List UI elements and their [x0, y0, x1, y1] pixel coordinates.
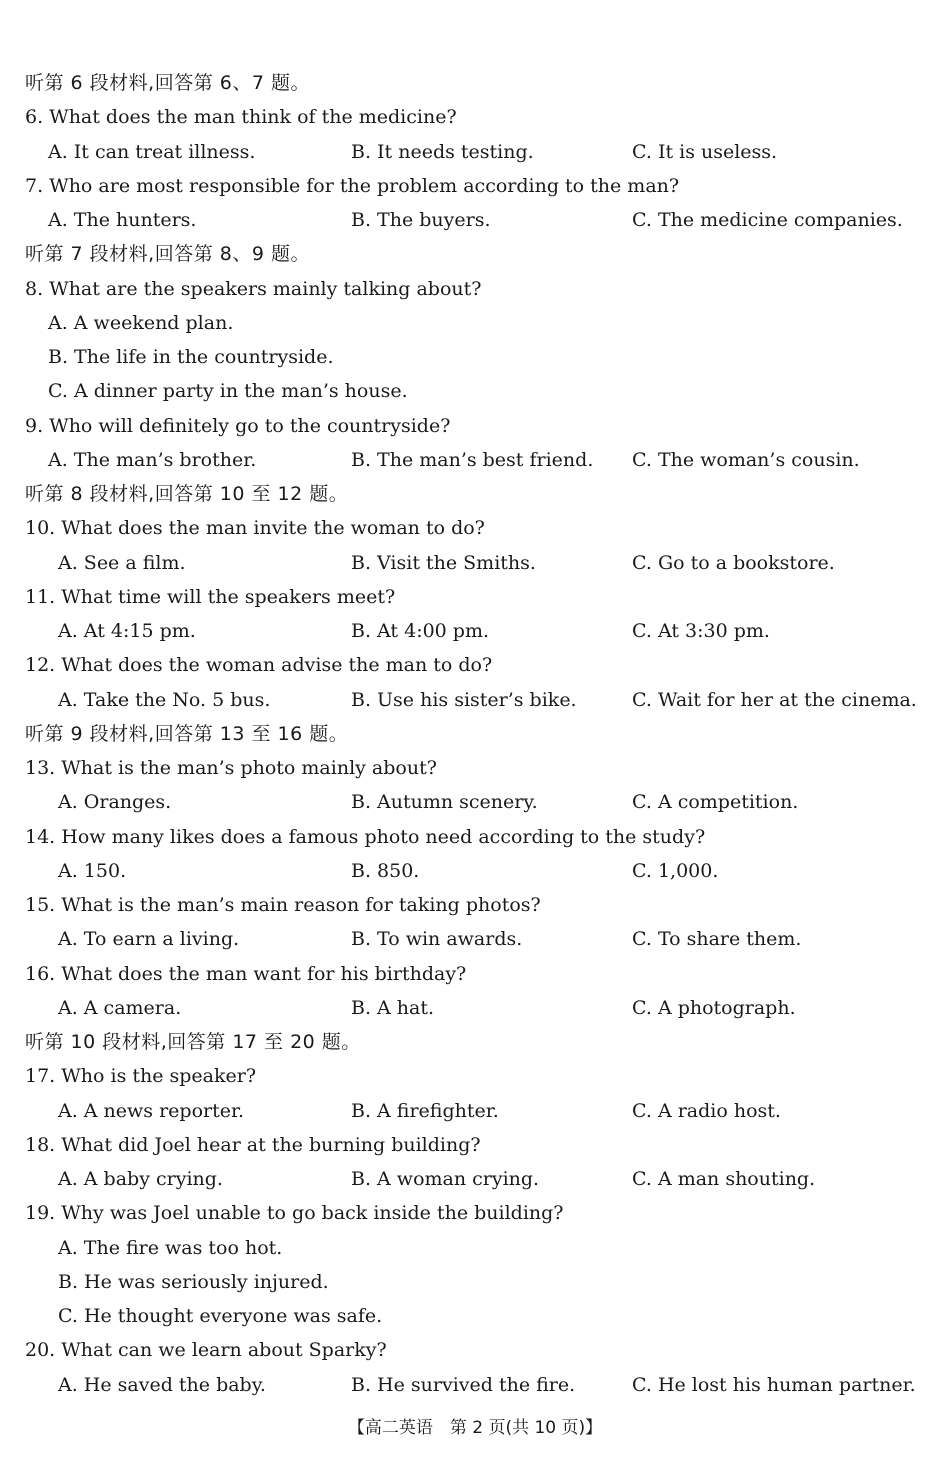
answer-option-c: C. The medicine companies. [632, 209, 903, 231]
answer-option: C. He thought everyone was safe. [58, 1305, 383, 1327]
answer-option-a: A. A camera. [58, 996, 182, 1019]
answer-option: A. The fire was too hot. [58, 1236, 283, 1259]
answer-option-b: B. Autumn scenery. [351, 791, 538, 814]
answer-options-row [25, 785, 930, 819]
question-stem: 19. Why was Joel unable to go back inside the building? [25, 1202, 564, 1225]
section-heading: 听第 7 段材料,回答第 8、9 题。 [25, 243, 310, 266]
answer-options-row [25, 1368, 930, 1402]
answer-option-a: A. 150. [58, 859, 127, 882]
question-stem: 17. Who is the speaker? [25, 1065, 257, 1088]
answer-option-a: A. See a film. [58, 551, 186, 574]
answer-options-row [25, 135, 930, 169]
section-heading: 听第 10 段材料,回答第 17 至 20 题。 [25, 1031, 361, 1053]
answer-options-row [25, 443, 930, 477]
answer-option-b: B. He survived the fire. [351, 1373, 576, 1396]
answer-option-b: B. At 4:00 pm. [351, 620, 490, 642]
answer-option-a: A. At 4:15 pm. [58, 620, 196, 642]
answer-options-row [25, 922, 930, 956]
answer-option: B. The life in the countryside. [48, 346, 334, 368]
question-stem: 9. Who will definitely go to the countryside? [25, 414, 451, 437]
question-stem: 8. What are the speakers mainly talking about? [25, 277, 482, 300]
answer-option-b: B. The man’s best friend. [351, 448, 594, 471]
question-stem: 13. What is the man’s photo mainly about? [25, 757, 437, 779]
answer-option-b: B. Use his sister’s bike. [351, 688, 577, 711]
answer-option-b: B. Visit the Smiths. [351, 551, 536, 574]
answer-option-a: A. A news reporter. [58, 1099, 245, 1122]
answer-option-b: B. It needs testing. [351, 140, 534, 163]
question-stem: 12. What does the woman advise the man to do? [25, 654, 493, 677]
answer-option-c: C. At 3:30 pm. [632, 620, 770, 642]
answer-option-a: A. A baby crying. [58, 1168, 223, 1190]
question-stem: 11. What time will the speakers meet? [25, 585, 396, 608]
answer-option-a: A. The man’s brother. [48, 448, 257, 471]
answer-options-row [25, 1094, 930, 1128]
answer-option-c: C. The woman’s cousin. [632, 448, 860, 471]
answer-options-row [25, 683, 930, 717]
question-stem: 16. What does the man want for his birthday? [25, 962, 467, 985]
answer-option-b: B. 850. [351, 859, 420, 882]
answer-option-a: A. Take the No. 5 bus. [58, 688, 271, 711]
question-stem: 10. What does the man invite the woman to do? [25, 517, 485, 540]
answer-option-a: A. Oranges. [58, 791, 172, 814]
answer-option-c: C. To share them. [632, 928, 802, 951]
answer-option-a: A. To earn a living. [58, 928, 240, 951]
answer-option-a: A. He saved the baby. [58, 1373, 266, 1396]
answer-option-c: C. He lost his human partner. [632, 1373, 916, 1396]
question-stem: 18. What did Joel hear at the burning building? [25, 1133, 481, 1156]
answer-option-c: C. A man shouting. [632, 1168, 816, 1190]
answer-option-a: A. The hunters. [48, 209, 197, 231]
answer-options-row [25, 991, 930, 1025]
answer-option-c: C. Wait for her at the cinema. [632, 688, 917, 711]
answer-option-a: A. It can treat illness. [48, 140, 256, 163]
answer-option-c: C. It is useless. [632, 140, 778, 163]
answer-option-b: B. A woman crying. [351, 1168, 540, 1190]
answer-option-b: B. A firefighter. [351, 1099, 499, 1122]
answer-option-c: C. Go to a bookstore. [632, 551, 835, 574]
answer-option: C. A dinner party in the man’s house. [48, 380, 408, 403]
answer-option-c: C. 1,000. [632, 859, 719, 882]
answer-options-row [25, 203, 930, 237]
answer-option-c: C. A radio host. [632, 1099, 781, 1122]
question-stem: 15. What is the man’s main reason for taking photos? [25, 894, 541, 916]
answer-options-row [25, 614, 930, 648]
question-stem: 14. How many likes does a famous photo need according to the study? [25, 825, 706, 848]
answer-options-row [25, 1162, 930, 1196]
page-footer: 【高二英语 第 2 页(共 10 页)】 [347, 1418, 603, 1438]
answer-option-b: B. The buyers. [351, 209, 491, 231]
section-heading: 听第 8 段材料,回答第 10 至 12 题。 [25, 483, 349, 505]
section-heading: 听第 9 段材料,回答第 13 至 16 题。 [25, 722, 349, 745]
answer-option: B. He was seriously injured. [58, 1270, 329, 1293]
section-heading: 听第 6 段材料,回答第 6、7 题。 [25, 72, 310, 94]
answer-option: A. A weekend plan. [48, 311, 234, 334]
question-stem: 7. Who are most responsible for the problem according to the man? [25, 174, 680, 197]
question-stem: 20. What can we learn about Sparky? [25, 1339, 387, 1362]
question-stem: 6. What does the man think of the medicine? [25, 106, 457, 129]
answer-options-row [25, 854, 930, 888]
answer-options-row [25, 546, 930, 580]
answer-option-c: C. A competition. [632, 791, 799, 814]
answer-option-c: C. A photograph. [632, 996, 796, 1019]
answer-option-b: B. A hat. [351, 996, 435, 1019]
answer-option-b: B. To win awards. [351, 928, 523, 951]
